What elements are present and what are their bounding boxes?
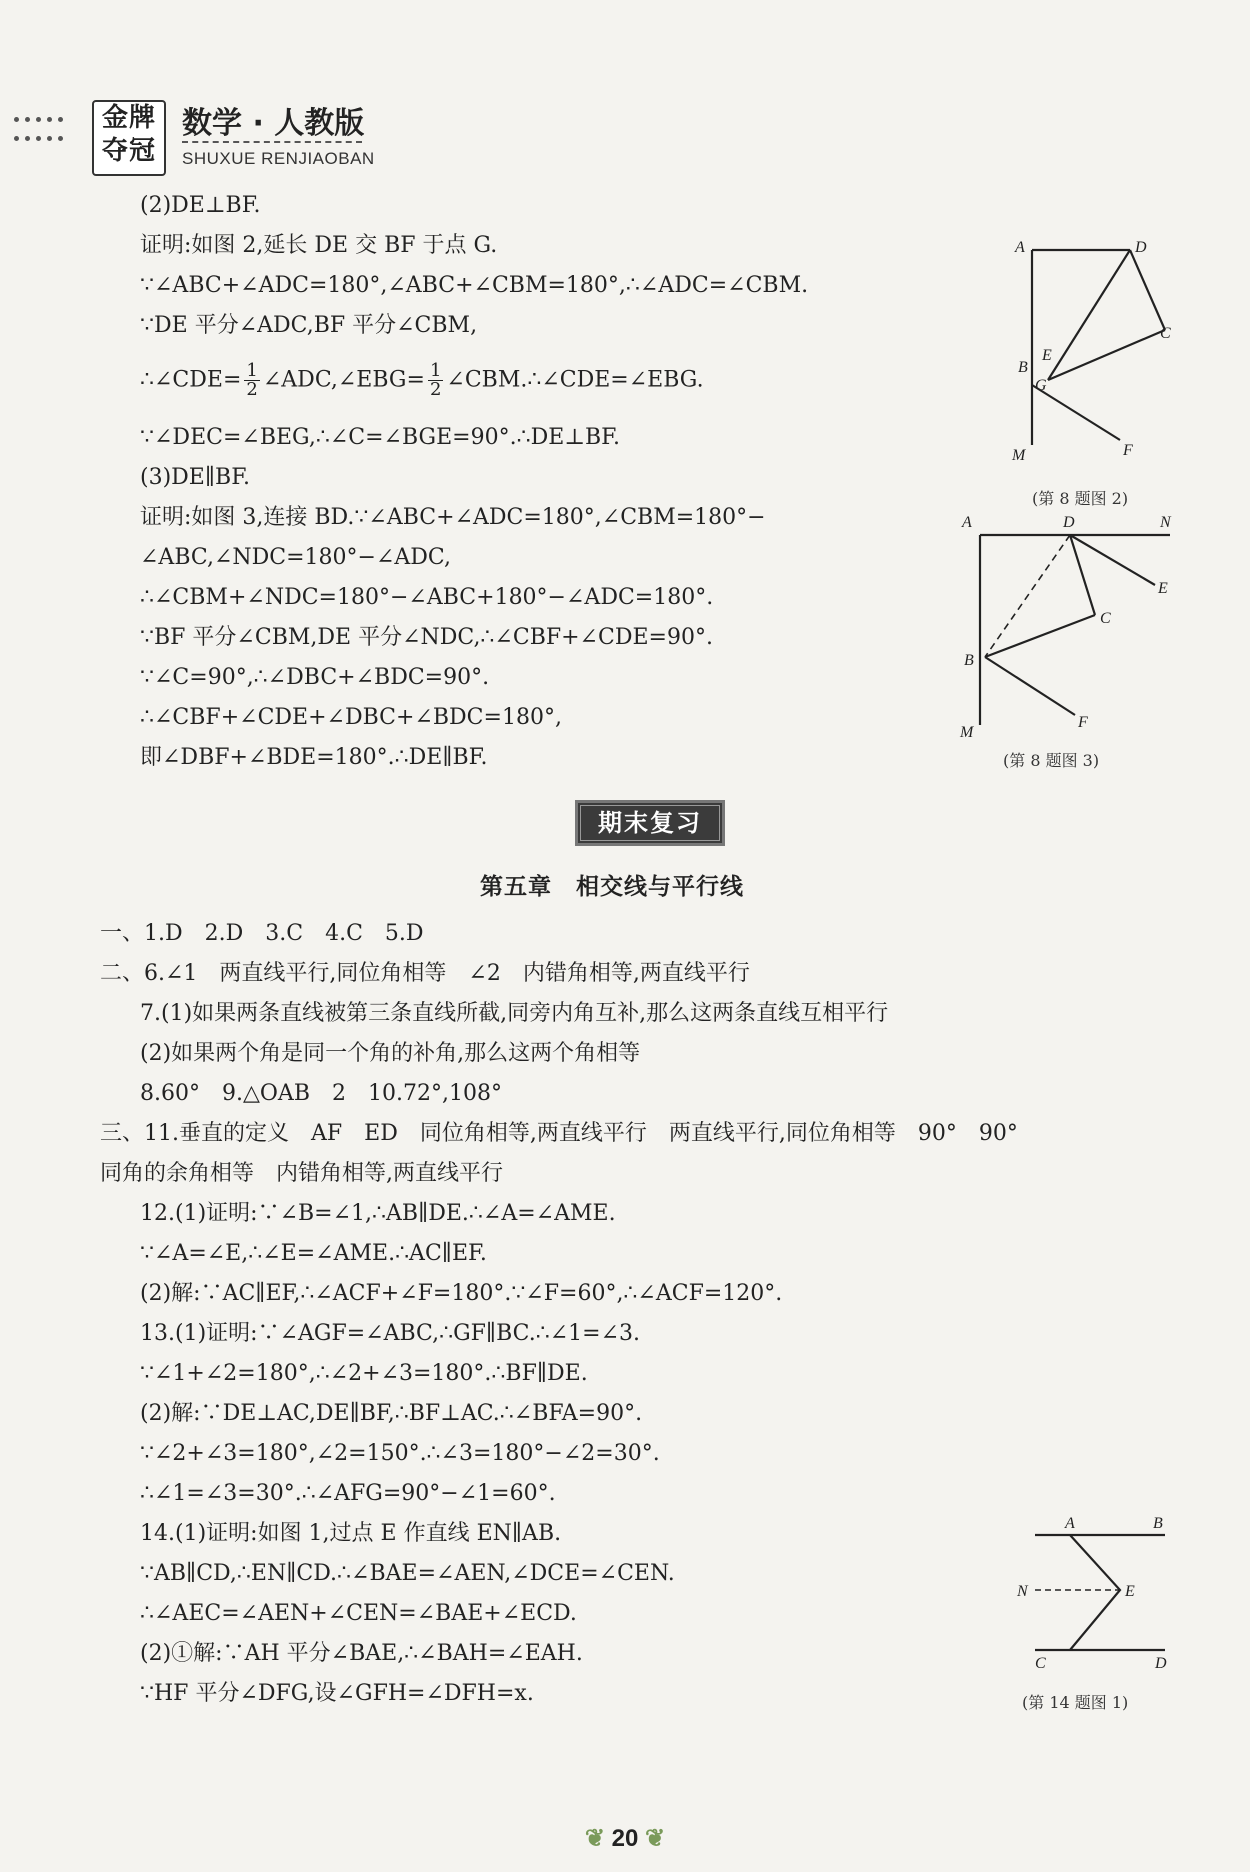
fig2-label: A [1015, 239, 1025, 256]
text-line: 证明:如图 2,延长 DE 交 BF 于点 G. [140, 233, 498, 258]
text-line: ∵∠C=90°,∴∠DBC+∠BDC=90°. [140, 665, 490, 690]
fig2-label: G [1035, 377, 1047, 394]
figure-caption: (第 8 题图 3) [1003, 751, 1100, 770]
page-title: 数学 · 人教版 [182, 106, 365, 141]
figure-8-3 [950, 505, 1190, 745]
fraction-den: 2 [429, 379, 442, 400]
fig3-label: M [960, 724, 974, 741]
leaf-icon: ❦ [584, 1825, 605, 1852]
text-line: ∵∠2+∠3=180°,∠2=150°.∴∠3=180°−∠2=30°. [140, 1441, 660, 1466]
figure-caption: (第 8 题图 2) [1032, 489, 1129, 508]
text-line: 证明:如图 3,连接 BD.∵∠ABC+∠ADC=180°,∠CBM=180°− [140, 505, 766, 530]
text-line: 14.(1)证明:如图 1,过点 E 作直线 EN∥AB. [140, 1521, 562, 1546]
page-subtitle: SHUXUE RENJIAOBAN [182, 149, 375, 168]
fraction-half [244, 362, 259, 399]
fraction-num: 1 [429, 360, 442, 381]
leaf-icon: ❦ [645, 1825, 666, 1852]
fig2-label: B [1018, 359, 1028, 376]
text-line: (2)如果两个角是同一个角的补角,那么这两个角相等 [140, 1041, 641, 1066]
text-line: ∵∠A=∠E,∴∠E=∠AME.∴AC∥EF. [140, 1241, 487, 1266]
text-line: 同角的余角相等 内错角相等,两直线平行 [100, 1161, 503, 1186]
text-line: (2)①解:∵AH 平分∠BAE,∴∠BAH=∠EAH. [140, 1641, 583, 1666]
fraction-den: 2 [246, 379, 258, 400]
fig14-label: N [1017, 1583, 1028, 1600]
fig14-label: A [1065, 1515, 1075, 1532]
figure-caption: (第 14 题图 1) [1022, 1693, 1129, 1712]
fraction-line [140, 362, 704, 399]
text-line: ∵AB∥CD,∴EN∥CD.∴∠BAE=∠AEN,∠DCE=∠CEN. [140, 1561, 675, 1586]
text-line: ∵∠ABC+∠ADC=180°,∠ABC+∠CBM=180°,∴∠ADC=∠CBM. [140, 273, 809, 298]
logo-line1: 金牌 [101, 103, 156, 133]
text-line: ∠ABC,∠NDC=180°−∠ADC, [140, 545, 451, 570]
fig3-label: C [1100, 610, 1111, 627]
title-divider [182, 141, 362, 143]
section-banner: 期末复习 [575, 800, 725, 846]
text-line: (3)DE∥BF. [140, 465, 251, 490]
fraction-line-c: ∠CBM.∴∠CDE=∠EBG. [446, 367, 704, 393]
logo [92, 100, 166, 176]
fig2-label: F [1123, 442, 1133, 459]
figure-14-1 [1005, 1510, 1180, 1670]
fig2-label: C [1160, 325, 1171, 342]
fraction-line-b: ∠ADC,∠EBG= [262, 367, 425, 393]
text-line: 12.(1)证明:∵∠B=∠1,∴AB∥DE.∴∠A=∠AME. [140, 1201, 616, 1226]
text-line: ∵∠1+∠2=180°,∴∠2+∠3=180°.∴BF∥DE. [140, 1361, 588, 1386]
text-line: 三、11.垂直的定义 AF ED 同位角相等,两直线平行 两直线平行,同位角相等 90° 90° [100, 1121, 1018, 1146]
fig3-label: A [962, 514, 972, 531]
fig2-label: E [1042, 347, 1052, 364]
fig14-label: C [1035, 1655, 1046, 1670]
fig2-label: D [1135, 239, 1147, 256]
chapter-title: 第五章 相交线与平行线 [480, 874, 744, 900]
text-line: (2)解:∵DE⊥AC,DE∥BF,∴BF⊥AC.∴∠BFA=90°. [140, 1401, 643, 1426]
text-line: 13.(1)证明:∵∠AGF=∠ABC,∴GF∥BC.∴∠1=∠3. [140, 1321, 640, 1346]
logo-line2: 夺冠 [101, 136, 156, 166]
text-line: ∴∠1=∠3=30°.∴∠AFG=90°−∠1=60°. [140, 1481, 556, 1506]
fig3-label: F [1078, 714, 1088, 731]
text-line: ∴∠CBM+∠NDC=180°−∠ABC+180°−∠ADC=180°. [140, 585, 714, 610]
fig3-label: N [1160, 514, 1171, 531]
text-line: ∵BF 平分∠CBM,DE 平分∠NDC,∴∠CBF+∠CDE=90°. [140, 625, 713, 650]
text-line: 7.(1)如果两条直线被第三条直线所截,同旁内角互补,那么这两条直线互相平行 [140, 1001, 889, 1026]
text-line: ∵∠DEC=∠BEG,∴∠C=∠BGE=90°.∴DE⊥BF. [140, 425, 620, 450]
fraction-line-a: ∴∠CDE= [140, 367, 242, 393]
text-line: 一、1.D 2.D 3.C 4.C 5.D [100, 921, 424, 946]
fig2-label: M [1012, 447, 1026, 464]
fraction-half [428, 362, 443, 399]
page-number-row [0, 1824, 1250, 1853]
text-line: 即∠DBF+∠BDE=180°.∴DE∥BF. [140, 745, 488, 770]
text-line: 8.60° 9.△OAB 2 10.72°,108° [140, 1081, 502, 1106]
fig14-label: E [1125, 1583, 1135, 1600]
figure-8-2 [990, 230, 1190, 490]
text-line: ∴∠CBF+∠CDE+∠DBC+∠BDC=180°, [140, 705, 562, 730]
fig3-label: E [1158, 580, 1168, 597]
fig3-label: B [964, 652, 974, 669]
fraction-num: 1 [246, 360, 258, 381]
text-line: ∵DE 平分∠ADC,BF 平分∠CBM, [140, 313, 478, 338]
fig3-label: D [1063, 514, 1075, 531]
fig14-label: D [1155, 1655, 1167, 1670]
text-line: (2)解:∵AC∥EF,∴∠ACF+∠F=180°.∵∠F=60°,∴∠ACF=120°. [140, 1281, 783, 1306]
decorative-dots [14, 112, 84, 162]
fig14-label: B [1153, 1515, 1163, 1532]
text-line: ∴∠AEC=∠AEN+∠CEN=∠BAE+∠ECD. [140, 1601, 577, 1626]
text-line: (2)DE⊥BF. [140, 193, 261, 218]
text-line: 二、6.∠1 两直线平行,同位角相等 ∠2 内错角相等,两直线平行 [100, 961, 750, 986]
page-number: 20 [611, 1825, 639, 1852]
text-line: ∵HF 平分∠DFG,设∠GFH=∠DFH=x. [140, 1681, 534, 1706]
